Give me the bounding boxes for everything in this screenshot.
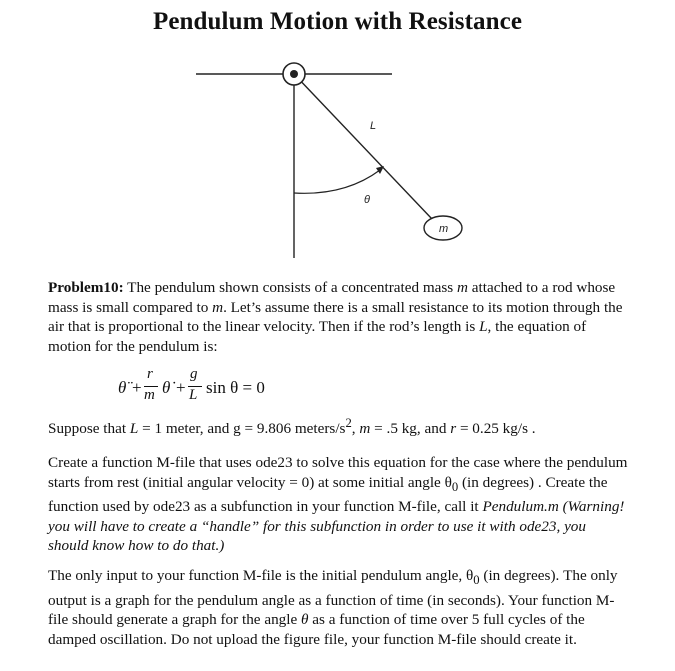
task-paragraph: Create a function M-file that uses ode23 to solve this equation for the case where the pendulum starts from rest (initial angular velocity = 0) at some initial angle $\theta_0$ (in degrees) . Create the function used by ode23 as a subfunction in your function M-file, call it Pendulum.m (Warning! you will have to create a “handle” for this subfunction in order to use it with ode23, you should know how to do that.): [48, 454, 628, 555]
given-values: Suppose that L = 1 meter, and g = 9.806 meters/$s^2$, m = .5 kg, and r = 0.25 kg/s .: [48, 416, 536, 438]
eq-plus-2: +: [176, 378, 186, 397]
eq-m: m: [144, 387, 155, 403]
eq-g: g: [190, 366, 198, 382]
eq-L: L: [189, 387, 198, 403]
angle-arrowhead: [376, 166, 384, 174]
mass-label: m: [439, 223, 449, 235]
problem-heading: Problem10:: [48, 279, 124, 296]
output-paragraph: The only input to your function M-file is the initial pendulum angle, $\theta_0$ (in degrees). The only output is a graph for the pendulum angle as a function of time (in seconds). Your function M-file should generate a graph for the angle θ as a function of time over 5 full cycles of the damped oscillation. Do not upload the figure file, your function M-file should create it.: [48, 567, 618, 648]
pendulum-diagram: [0, 0, 675, 280]
pivot-inner: [290, 70, 298, 78]
rod-length-label: L: [370, 120, 377, 132]
function-filename: Pendulum.m: [482, 498, 559, 516]
page-title: Pendulum Motion with Resistance: [152, 8, 523, 35]
angle-label: θ: [364, 194, 370, 206]
equation-of-motion: [118, 366, 418, 410]
eq-r: r: [147, 366, 153, 382]
eq-theta-dot: θ̇: [162, 378, 171, 397]
pendulum-rod: [294, 74, 432, 219]
angle-arc: [294, 170, 380, 193]
eq-sin-term: sin θ = 0: [206, 378, 265, 397]
eq-theta-ddot: θ̈: [118, 378, 127, 397]
warning-note: (Warning! you will have to create a “handle” for this subfunction in order to use it with ode23, you should know how to do that.): [48, 498, 625, 555]
eq-plus-1: +: [132, 378, 142, 397]
problem-paragraph: Problem10: The pendulum shown consists of a concentrated mass m attached to a rod whose mass is small compared to m. Let’s assume there is a small resistance to its motion through the air that is proportional to the linear velocity. Then if the rod’s length is L, the equation of motion for the pendulum is:: [48, 279, 623, 355]
